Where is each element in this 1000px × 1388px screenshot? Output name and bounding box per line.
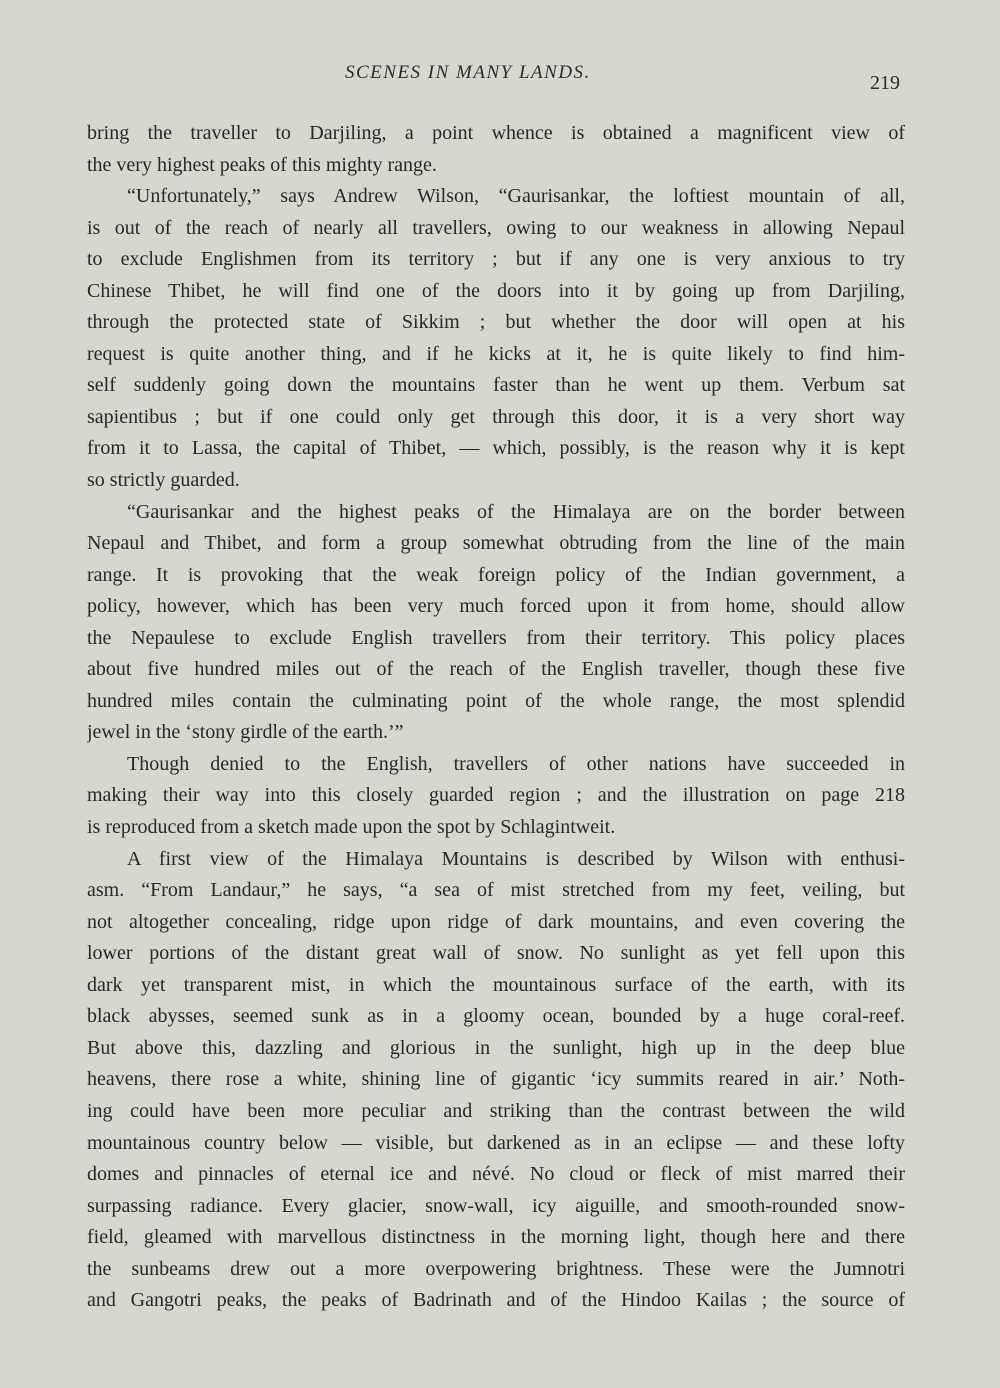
text-line: domes and pinnacles of eternal ice and névé. No cloud or fleck of mist marred their — [87, 1163, 905, 1186]
text-line: “Gaurisankar and the highest peaks of the Himalaya are on the border between — [127, 500, 905, 523]
text-line: not altogether concealing, ridge upon ridge of dark mountains, and even covering the — [87, 910, 905, 933]
text-line: surpassing radiance. Every glacier, snow-wall, icy aiguille, and smooth-rounded snow- — [87, 1194, 905, 1217]
text-line: to exclude Englishmen from its territory ; but if any one is very anxious to try — [87, 248, 905, 271]
text-line: heavens, there rose a white, shining line of gigantic ‘icy summits reared in air.’ Noth- — [87, 1068, 905, 1091]
text-line: asm. “From Landaur,” he says, “a sea of mist stretched from my feet, veiling, but — [87, 879, 905, 902]
text-line: jewel in the ‘stony girdle of the earth.’” — [87, 721, 404, 744]
text-line: A first view of the Himalaya Mountains is described by Wilson with enthusi- — [127, 847, 905, 870]
text-line: Chinese Thibet, he will find one of the doors into it by going up from Darjiling, — [87, 279, 905, 302]
text-line: “Unfortunately,” says Andrew Wilson, “Gaurisankar, the loftiest mountain of all, — [127, 185, 905, 208]
text-line: dark yet transparent mist, in which the mountainous surface of the earth, with its — [87, 973, 905, 996]
text-line: self suddenly going down the mountains faster than he went up them. Verbum sat — [87, 374, 905, 397]
text-line: about five hundred miles out of the reach of the English traveller, though these five — [87, 658, 905, 681]
text-line: bring the traveller to Darjiling, a point whence is obtained a magnificent view of — [87, 122, 905, 144]
text-line: range. It is provoking that the weak foreign policy of the Indian government, a — [87, 563, 905, 586]
text-line: policy, however, which has been very much forced upon it from home, should allow — [87, 595, 905, 618]
text-line: ing could have been more peculiar and striking than the contrast between the wild — [87, 1099, 905, 1122]
page-number: 219 — [870, 72, 900, 94]
text-line: black abysses, seemed sunk as in a gloomy ocean, bounded by a huge coral-reef. — [87, 1005, 905, 1028]
text-line: lower portions of the distant great wall of snow. No sunlight as yet fell upon this — [87, 942, 905, 965]
text-line: through the protected state of Sikkim ; but whether the door will open at his — [87, 311, 905, 334]
text-line: the Nepaulese to exclude English travellers from their territory. This policy places — [87, 626, 905, 649]
text-line: making their way into this closely guarded region ; and the illustration on page 218 — [87, 784, 905, 807]
text-line: request is quite another thing, and if he kicks at it, he is quite likely to find him- — [87, 342, 905, 365]
text-line: Nepaul and Thibet, and form a group somewhat obtruding from the line of the main — [87, 532, 905, 555]
running-title: SCENES IN MANY LANDS. — [345, 62, 591, 83]
text-line: hundred miles contain the culminating point of the whole range, the most splendid — [87, 689, 905, 712]
text-line: and Gangotri peaks, the peaks of Badrinath and of the Hindoo Kailas ; the source of — [87, 1289, 905, 1312]
text-line: sapientibus ; but if one could only get through this door, it is a very short way — [87, 405, 905, 428]
text-line: field, gleamed with marvellous distinctness in the morning light, though here and there — [87, 1226, 905, 1249]
text-line: is reproduced from a sketch made upon the spot by Schlagintweit. — [87, 816, 616, 839]
text-line: so strictly guarded. — [87, 469, 240, 492]
text-line: mountainous country below — visible, but darkened as in an eclipse — and these lofty — [87, 1131, 905, 1154]
running-head — [0, 62, 1000, 92]
text-line: Though denied to the English, travellers of other nations have succeeded in — [127, 752, 905, 775]
text-line: the sunbeams drew out a more overpowering brightness. These were the Jumnotri — [87, 1257, 905, 1280]
text-line: But above this, dazzling and glorious in the sunlight, high up in the deep blue — [87, 1036, 905, 1059]
text-line: from it to Lassa, the capital of Thibet, — which, possibly, is the reason why it is kept — [87, 437, 905, 460]
text-line: the very highest peaks of this mighty range. — [87, 153, 437, 176]
body-text — [87, 118, 905, 1317]
text-line: is out of the reach of nearly all travellers, owing to our weakness in allowing Nepaul — [87, 216, 905, 239]
